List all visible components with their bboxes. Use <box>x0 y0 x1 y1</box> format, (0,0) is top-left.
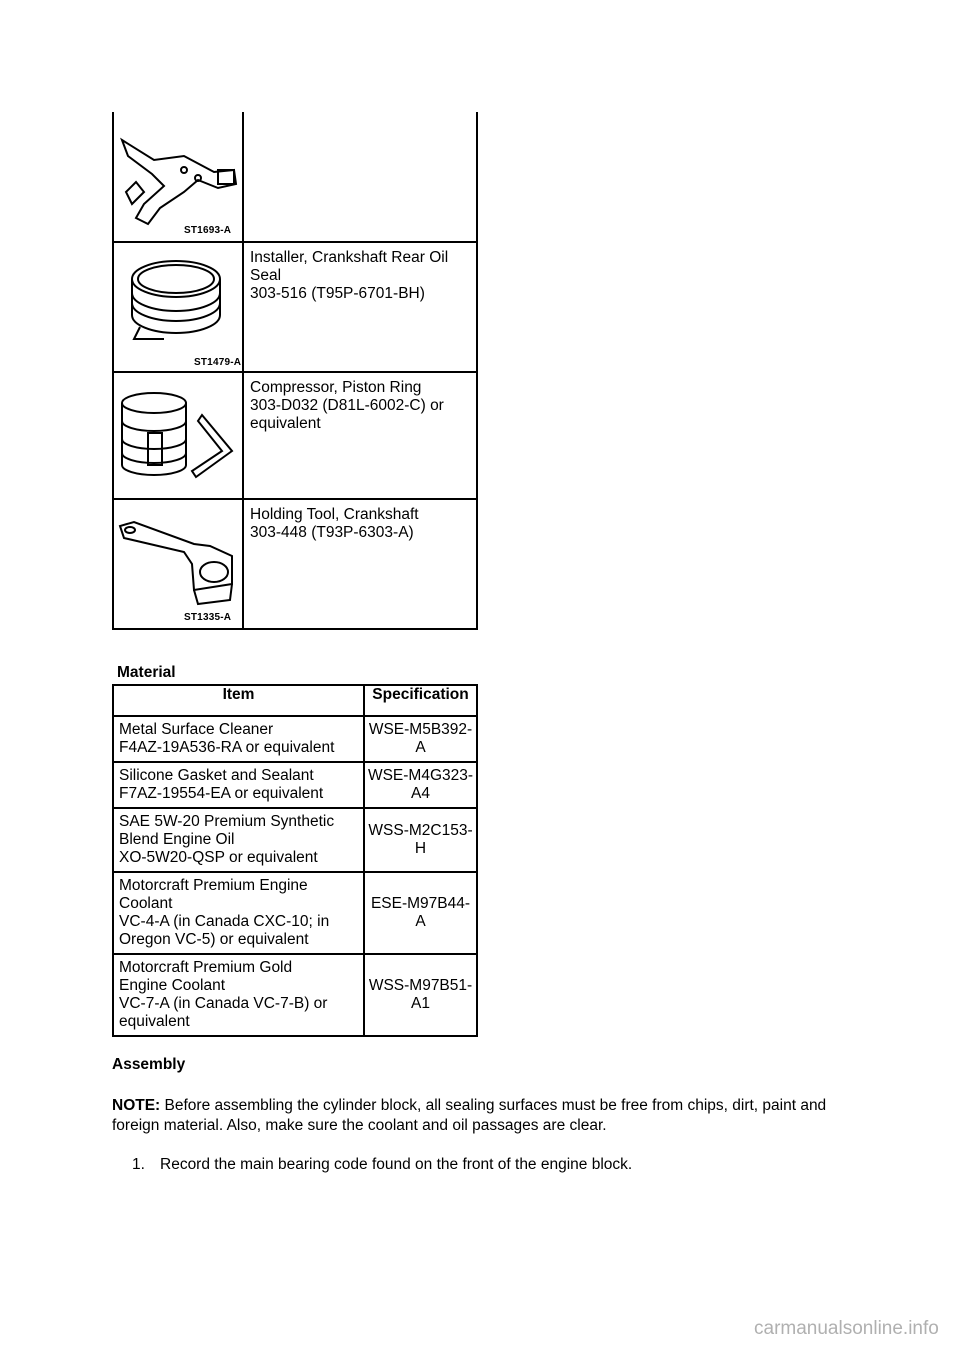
spec-line: A <box>415 739 426 756</box>
table-row <box>113 954 477 1036</box>
tool-row <box>112 243 478 373</box>
tool-part-number: 303-516 (T95P-6701-BH) <box>250 285 425 302</box>
item-line: equivalent <box>119 1013 190 1030</box>
spec-cell <box>364 808 477 872</box>
item-cell <box>113 872 364 954</box>
spec-line: A4 <box>411 785 430 802</box>
table-row <box>113 762 477 808</box>
spec-line: WSE-M4G323- <box>367 767 474 784</box>
tool-illustration <box>114 500 244 628</box>
item-line: Oregon VC-5) or equivalent <box>119 931 309 948</box>
table-row <box>113 716 477 762</box>
item-line: Silicone Gasket and Sealant <box>119 767 314 784</box>
step-number: 1. <box>132 1156 145 1173</box>
spec-line: WSS-M2C153- <box>368 822 473 839</box>
material-caption: Material <box>117 664 176 681</box>
spec-line: WSE-M5B392- <box>368 721 473 738</box>
lifting-bracket-icon <box>114 112 242 241</box>
spec-line: H <box>414 840 427 857</box>
item-line: Blend Engine Oil <box>119 831 235 848</box>
spec-cell <box>364 872 477 954</box>
item-cell <box>113 808 364 872</box>
item-line: Metal Surface Cleaner <box>119 721 274 738</box>
tool-illustration <box>114 112 244 241</box>
note-text: Before assembling the cylinder block, all sealing surfaces must be free from chips, dirt, paint and foreign material. Also, make sure the coolant and oil passages are clear. <box>112 1097 827 1134</box>
note-paragraph <box>112 1096 842 1136</box>
material-table <box>112 684 478 1037</box>
note-label: NOTE: <box>112 1097 161 1114</box>
tool-part-number: 303-448 (T93P-6303-A) <box>250 524 414 541</box>
tool-row <box>112 112 478 243</box>
tool-name-cont: Seal <box>250 267 282 284</box>
item-line: SAE 5W-20 Premium Synthetic <box>119 813 335 830</box>
spec-cell <box>364 716 477 762</box>
item-line: F7AZ-19554-EA or equivalent <box>119 785 324 802</box>
piston-ring-compressor-icon <box>114 373 242 498</box>
illustration-code: ST1479-A <box>194 357 242 368</box>
item-line: Motorcraft Premium Gold <box>119 959 293 976</box>
tool-name: Installer, Crankshaft Rear Oil <box>250 249 449 266</box>
item-line: Coolant <box>119 895 173 912</box>
tool-description <box>244 500 476 628</box>
item-line: F4AZ-19A536-RA or equivalent <box>119 739 335 756</box>
tool-description <box>244 373 476 498</box>
tool-part-number: 303-D032 (D81L-6002-C) or <box>250 397 444 414</box>
tool-name: Compressor, Piston Ring <box>250 379 422 396</box>
spec-line: A <box>415 913 426 930</box>
spec-cell <box>364 762 477 808</box>
item-line: Engine Coolant <box>119 977 225 994</box>
item-line: VC-7-A (in Canada VC-7-B) or <box>119 995 328 1012</box>
section-heading: Assembly <box>112 1056 186 1073</box>
item-cell <box>113 762 364 808</box>
tool-description <box>244 243 476 371</box>
tool-row <box>112 500 478 630</box>
table-row <box>113 808 477 872</box>
tool-illustration <box>114 243 244 371</box>
step-text: Record the main bearing code found on the front of the engine block. <box>160 1156 633 1173</box>
tool-illustration <box>114 373 244 498</box>
spec-cell <box>364 954 477 1036</box>
item-line: XO-5W20-QSP or equivalent <box>119 849 318 866</box>
special-tools-table <box>112 112 478 630</box>
seal-installer-icon <box>114 243 242 371</box>
spec-line: A1 <box>411 995 430 1012</box>
illustration-code: ST1335-A <box>184 612 232 623</box>
illustration-code: ST1693-A <box>184 225 232 236</box>
tool-row <box>112 373 478 500</box>
table-header-row <box>113 685 477 716</box>
item-line: Motorcraft Premium Engine <box>119 877 308 894</box>
spec-line: ESE-M97B44- <box>370 895 471 912</box>
item-line: VC-4-A (in Canada CXC-10; in <box>119 913 330 930</box>
column-header-specification: Specification <box>364 685 477 716</box>
tool-name: Holding Tool, Crankshaft <box>250 506 419 523</box>
item-cell <box>113 716 364 762</box>
table-row <box>113 872 477 954</box>
spec-line: WSS-M97B51- <box>368 977 473 994</box>
item-cell <box>113 954 364 1036</box>
watermark: carmanualsonline.info <box>754 1318 939 1339</box>
procedure-step <box>132 1156 632 1174</box>
crankshaft-holding-tool-icon <box>114 500 242 628</box>
tool-description <box>244 112 476 241</box>
tool-part-number-cont: equivalent <box>250 415 321 432</box>
column-header-item: Item <box>113 685 364 716</box>
